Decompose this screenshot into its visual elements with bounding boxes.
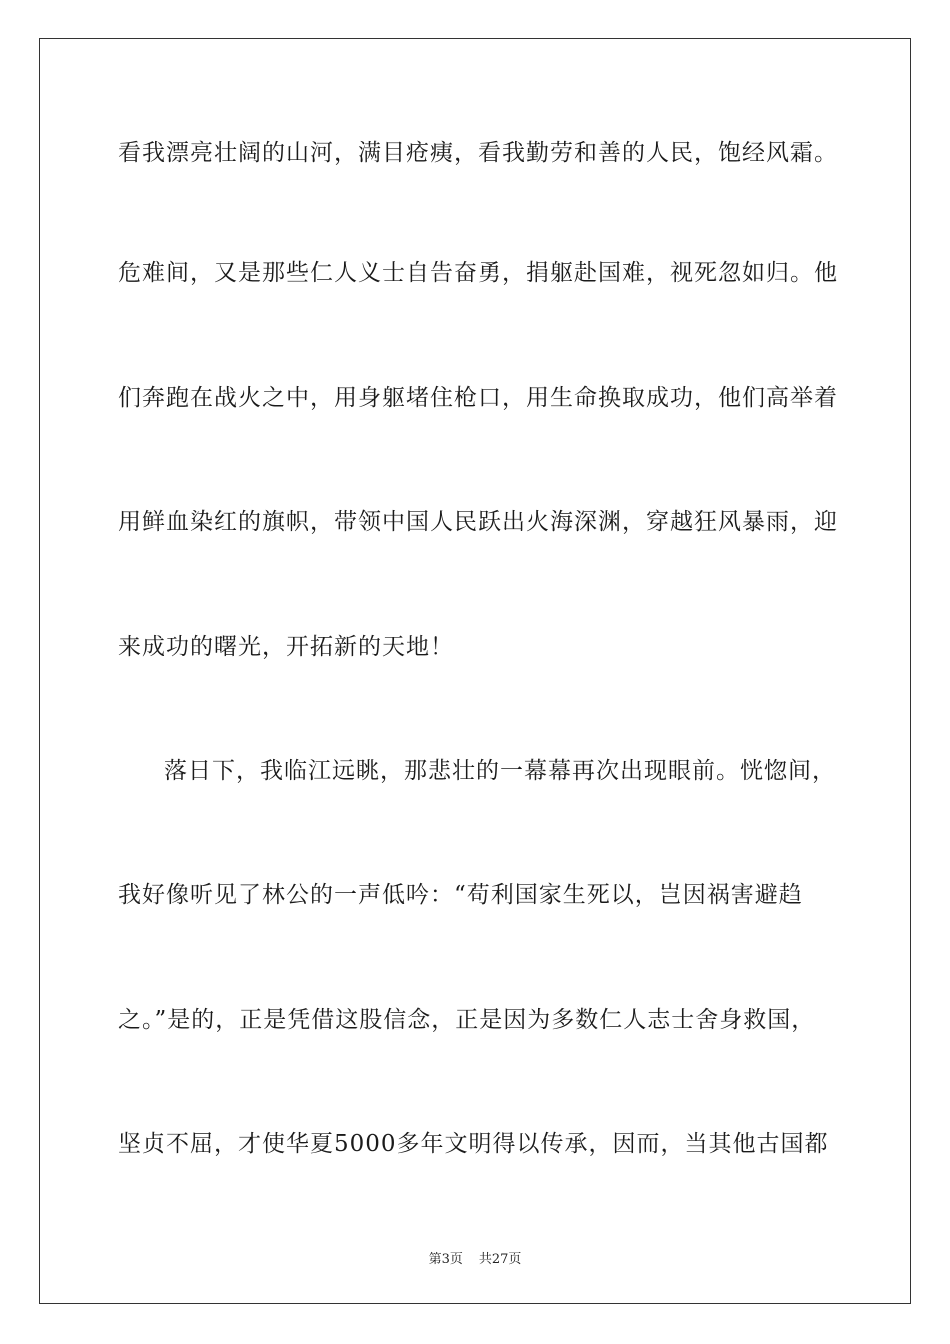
text-line: 们奔跑在战火之中，用身躯堵住枪口，用生命换取成功，他们高举着 bbox=[118, 385, 838, 411]
text-line: 看我漂亮壮阔的山河，满目疮痍，看我勤劳和善的人民，饱经风霜。 bbox=[118, 140, 838, 166]
page-border bbox=[39, 38, 911, 1304]
text-line: 坚贞不屈，才使华夏5000多年文明得以传承，因而，当其他古国都 bbox=[118, 1131, 829, 1157]
text-line: 之。”是的，正是凭借这股信念，正是因为多数仁人志士舍身救国， bbox=[118, 1007, 816, 1033]
page-number: 第3页 bbox=[428, 1252, 463, 1267]
text-line: 我好像听见了林公的一声低吟：“苟利国家生死以，岂因祸害避趋 bbox=[118, 882, 803, 908]
text-line: 用鲜血染红的旗帜，带领中国人民跃出火海深渊，穿越狂风暴雨，迎 bbox=[118, 509, 838, 535]
page-footer bbox=[0, 1248, 950, 1267]
page-total: 共27页 bbox=[478, 1252, 522, 1267]
paragraph-start-line: 落日下，我临江远眺，那悲壮的一幕幕再次出现眼前。恍惚间， bbox=[164, 758, 836, 784]
text-line: 危难间，又是那些仁人义士自告奋勇，捐躯赴国难，视死忽如归。他 bbox=[118, 260, 838, 286]
text-line: 来成功的曙光，开拓新的天地！ bbox=[118, 634, 454, 660]
